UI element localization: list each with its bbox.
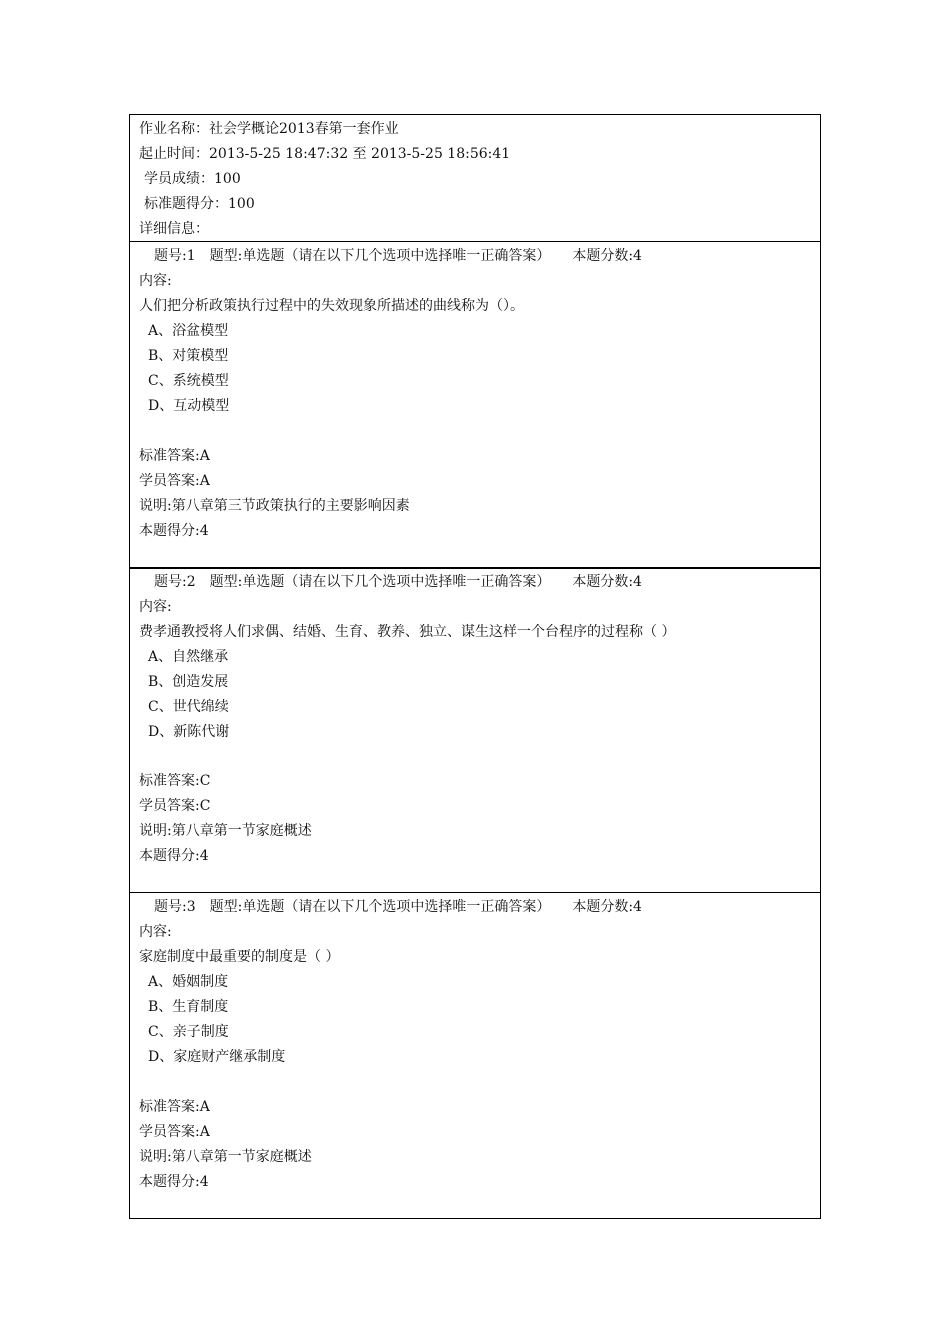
question-stem: 人们把分析政策执行过程中的失效现象所描述的曲线称为（）。 bbox=[139, 298, 524, 314]
option-c: C、系统模型 bbox=[148, 373, 229, 389]
explanation: 说明:第八章第一节家庭概述 bbox=[139, 1149, 312, 1165]
option-b: B、对策模型 bbox=[148, 348, 229, 364]
option-b: B、创造发展 bbox=[148, 674, 229, 690]
option-a: A、浴盆模型 bbox=[148, 323, 229, 339]
question-header bbox=[154, 244, 642, 269]
question-number: 题号:2 bbox=[154, 574, 196, 590]
student-answer: 学员答案:A bbox=[139, 473, 210, 489]
question-score: 本题得分:4 bbox=[139, 1174, 209, 1190]
student-answer: 学员答案:A bbox=[139, 1124, 210, 1140]
explanation: 说明:第八章第三节政策执行的主要影响因素 bbox=[139, 498, 410, 514]
question-type: 题型:单选题（请在以下几个选项中选择唯一正确答案） bbox=[209, 248, 551, 264]
content-label: 内容: bbox=[139, 273, 172, 289]
standard-answer: 标准答案:C bbox=[139, 773, 211, 789]
student-score: 学员成绩：100 bbox=[144, 171, 241, 187]
question-block bbox=[130, 567, 820, 892]
details-label: 详细信息： bbox=[139, 221, 209, 237]
question-points: 本题分数:4 bbox=[572, 899, 642, 915]
question-block bbox=[130, 241, 820, 567]
option-a: A、婚姻制度 bbox=[148, 974, 229, 990]
assignment-header bbox=[130, 115, 820, 241]
time-range: 起止时间：2013-5-25 18:47:32 至 2013-5-25 18:56:41 bbox=[139, 146, 511, 162]
question-points: 本题分数:4 bbox=[572, 574, 642, 590]
question-type: 题型:单选题（请在以下几个选项中选择唯一正确答案） bbox=[209, 899, 551, 915]
option-c: C、世代绵续 bbox=[148, 699, 229, 715]
option-a: A、自然继承 bbox=[148, 649, 229, 665]
question-number: 题号:3 bbox=[154, 899, 196, 915]
standard-answer: 标准答案:A bbox=[139, 448, 210, 464]
question-stem: 家庭制度中最重要的制度是（ ） bbox=[139, 949, 340, 965]
question-type: 题型:单选题（请在以下几个选项中选择唯一正确答案） bbox=[209, 574, 551, 590]
question-score: 本题得分:4 bbox=[139, 523, 209, 539]
question-header bbox=[154, 570, 642, 595]
question-header bbox=[154, 895, 642, 920]
standard-score: 标准题得分：100 bbox=[144, 196, 255, 212]
question-stem: 费孝通教授将人们求偶、结婚、生育、教养、独立、谋生这样一个台程序的过程称（ ） bbox=[139, 624, 676, 640]
option-d: D、互动模型 bbox=[148, 398, 230, 414]
assignment-report-table bbox=[129, 114, 821, 1219]
question-score: 本题得分:4 bbox=[139, 848, 209, 864]
question-points: 本题分数:4 bbox=[572, 248, 642, 264]
question-block bbox=[130, 892, 820, 1218]
standard-answer: 标准答案:A bbox=[139, 1099, 210, 1115]
assignment-name: 作业名称：社会学概论2013春第一套作业 bbox=[139, 121, 399, 137]
content-label: 内容: bbox=[139, 599, 172, 615]
option-c: C、亲子制度 bbox=[148, 1024, 229, 1040]
option-d: D、新陈代谢 bbox=[148, 724, 230, 740]
content-label: 内容: bbox=[139, 924, 172, 940]
option-d: D、家庭财产继承制度 bbox=[148, 1049, 286, 1065]
explanation: 说明:第八章第一节家庭概述 bbox=[139, 823, 312, 839]
question-number: 题号:1 bbox=[154, 248, 196, 264]
option-b: B、生育制度 bbox=[148, 999, 229, 1015]
student-answer: 学员答案:C bbox=[139, 798, 211, 814]
